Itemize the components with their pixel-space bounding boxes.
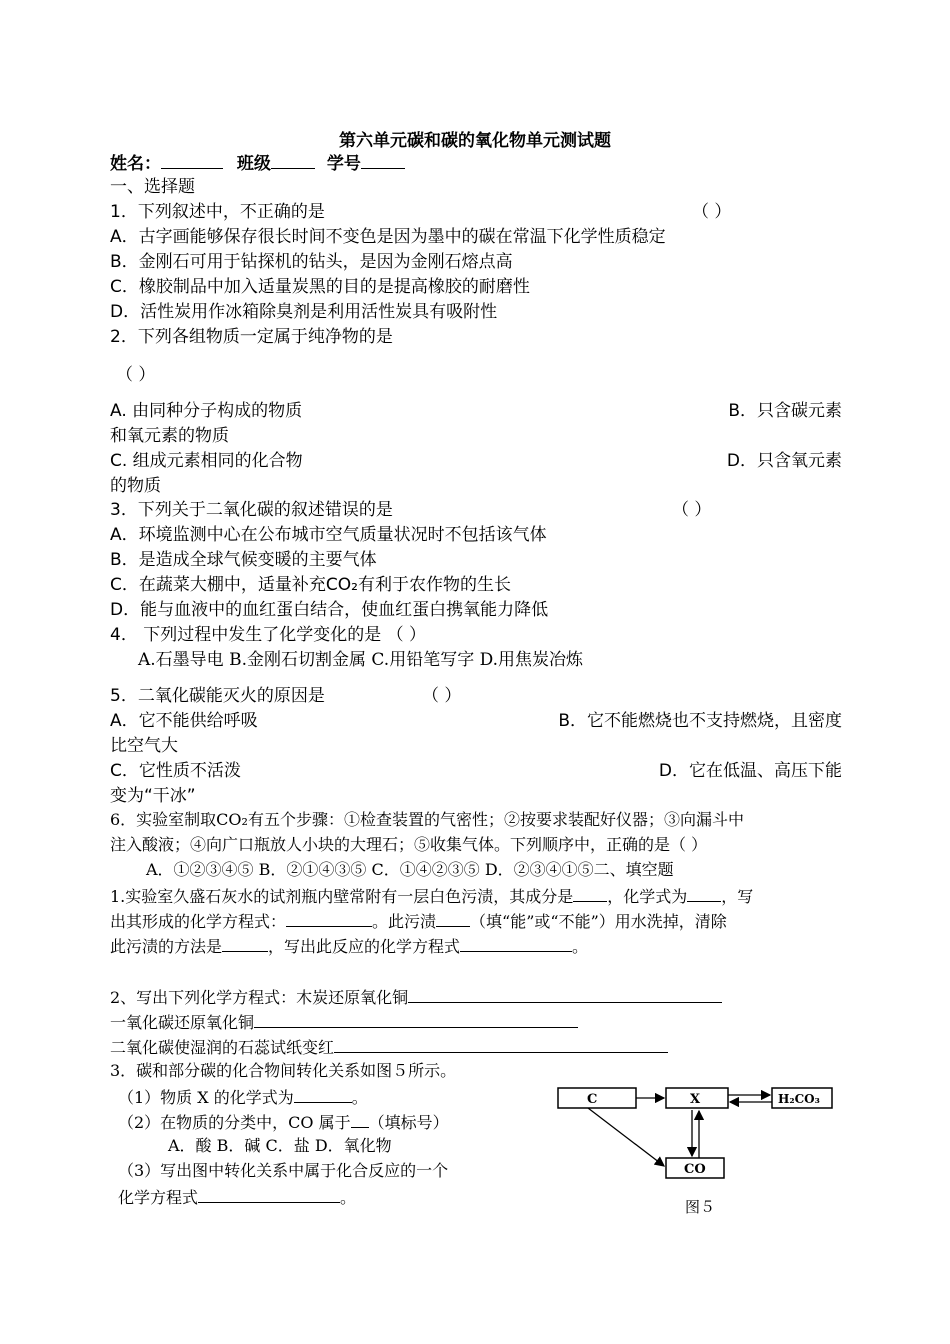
q1-option-b: B．金刚石可用于钻探机的钻头，是因为金刚石熔点高: [110, 252, 513, 272]
fill3-sub1: [118, 1084, 368, 1110]
q2-option-d: D．只含氧元素: [726, 451, 842, 471]
q5-option-a: A．它不能供给呼吸: [110, 711, 258, 731]
fill1-line2: [110, 908, 727, 934]
fill1-text-g: 此污渍的方法是: [110, 937, 223, 956]
fill2-blank-c[interactable]: [334, 1034, 668, 1053]
fill3-stem: 3．碳和部分碳的化合物间转化关系如图５所示。: [110, 1061, 457, 1080]
fill1-text-f: （填“能”或“不能”）用水洗掉，清除: [470, 912, 727, 931]
q5-option-d: D．它在低温、高压下能: [658, 761, 842, 781]
fill3-sub1-end: 。: [351, 1088, 368, 1107]
fill3-blank-x[interactable]: [294, 1084, 352, 1103]
q3-option-c-text: C．在蔬菜大棚中，适量补充: [110, 575, 326, 595]
q6-options-text: A．①②③④⑤ B．②①④③⑤ C．①④②③⑤ D．②③④①⑤: [146, 860, 594, 879]
fill1-text-e: 。此污渍: [372, 912, 437, 931]
node-c: [558, 1088, 636, 1108]
fill1-text-c: ，写: [721, 887, 754, 906]
fill1-line3: [110, 933, 588, 959]
q3-option-a: A．环境监测中心在公布城市空气质量状况时不包括该气体: [110, 525, 547, 545]
fill3-sub2: [118, 1109, 449, 1135]
q1-option-a: A．古字画能够保存很长时间不变色是因为墨中的碳在常温下化学性质稳定: [110, 227, 666, 247]
number-label: 学号: [326, 154, 361, 174]
q2-option-c: C. 组成元素相同的化合物: [110, 451, 303, 471]
q4-stem: 4． 下列过程中发生了化学变化的是 （ ）: [110, 625, 427, 645]
section-choice-heading: 一、选择题: [110, 177, 195, 197]
q5-answer-paren[interactable]: （ ）: [422, 686, 462, 706]
q2-answer-paren[interactable]: （ ）: [116, 365, 156, 385]
q6-line1: 6．实验室制取CO₂有五个步骤：①检查装置的气密性；②按要求装配好仪器；③向漏斗中: [110, 810, 744, 829]
fill1-text-h: ，写出此反应的化学方程式: [268, 937, 461, 956]
fill1-line1: [110, 883, 753, 909]
q1-option-c: C．橡胶制品中加入适量炭黑的目的是提高橡胶的耐磨性: [110, 277, 530, 297]
q1-answer-paren[interactable]: （ ）: [692, 202, 732, 222]
name-label: 姓名：: [110, 154, 161, 174]
q3-option-d: D．能与血液中的血红蛋白结合，使血红蛋白携氧能力降低: [110, 600, 549, 620]
fill1-blank-formula[interactable]: [687, 883, 721, 902]
number-blank[interactable]: [361, 150, 405, 169]
arrow-c-to-co: [588, 1108, 664, 1166]
q2-option-b-cont: 和氧元素的物质: [110, 426, 229, 446]
diagram-caption: 图５: [685, 1198, 716, 1216]
q3-option-b: B．是造成全球气候变暖的主要气体: [110, 550, 377, 570]
fill3-sub2-text: （2）在物质的分类中，CO 属于: [118, 1113, 351, 1132]
fill3-sub3-cont: [118, 1184, 356, 1210]
node-co: [666, 1158, 724, 1178]
node-co-label: CO: [684, 1162, 706, 1177]
section-fill-heading: 二、填空题: [593, 860, 674, 879]
fill2-text-b: 一氧化碳还原氧化铜: [110, 1013, 255, 1032]
q5-option-b: B．它不能燃烧也不支持燃烧，且密度: [558, 711, 842, 731]
fill1-text-i: 。: [572, 937, 589, 956]
fill3-sub2-options: A．酸 B．碱 C．盐 D．氧化物: [168, 1136, 392, 1155]
page-title: 第六单元碳和碳的氧化物单元测试题: [339, 131, 611, 151]
fill3-sub3: （3）写出图中转化关系中属于化合反应的一个: [118, 1161, 449, 1180]
fill2-line1: [110, 984, 722, 1010]
fill3-sub1-text: （1）物质 X 的化学式为: [118, 1088, 294, 1107]
fill1-blank-can[interactable]: [436, 908, 470, 927]
q3-stem: 3．下列关于二氧化碳的叙述错误的是: [110, 500, 393, 520]
q2-option-a: A. 由同种分子构成的物质: [110, 401, 303, 421]
node-x-label: X: [690, 1092, 701, 1107]
fill2-line2: [110, 1009, 578, 1035]
fill3-sub2-end: （填标号）: [368, 1113, 449, 1132]
fill2-text-c: 二氧化碳使湿润的石蕊试纸变红: [110, 1038, 335, 1057]
q2-stem: 2．下列各组物质一定属于纯净物的是: [110, 327, 393, 347]
fill2-blank-a[interactable]: [408, 984, 722, 1003]
q5-option-d-cont: 变为“干冰”: [110, 786, 196, 806]
fill1-blank-component[interactable]: [573, 883, 607, 902]
fill1-text-a: 1.实验室久盛石灰水的试剂瓶内壁常附有一层白色污渍，其成分是: [110, 887, 574, 906]
q2-option-d-cont: 的物质: [110, 476, 161, 496]
q6-line2: 注入酸液；④向广口瓶放人小块的大理石；⑤收集气体。下列顺序中，正确的是（ ）: [110, 835, 708, 854]
fill2-text-a: 2、写出下列化学方程式：木炭还原氧化铜: [110, 988, 409, 1007]
q2-option-b: B．只含碳元素: [728, 401, 842, 421]
node-x: [666, 1088, 728, 1108]
q5-option-c: C．它性质不活泼: [110, 761, 241, 781]
q3-answer-paren[interactable]: （ ）: [672, 500, 712, 520]
q5-stem: 5．二氧化碳能灭火的原因是: [110, 686, 325, 706]
q3-option-c: [110, 573, 511, 597]
fill3-sub3-end: 。: [340, 1188, 357, 1207]
student-info-line: [110, 150, 405, 176]
q1-stem: 1．下列叙述中，不正确的是: [110, 202, 325, 222]
node-c-label: C: [587, 1092, 598, 1107]
fill1-text-d: 出其形成的化学方程式：: [110, 912, 287, 931]
q6-options: [146, 858, 674, 882]
class-blank[interactable]: [271, 150, 315, 169]
fill2-blank-b[interactable]: [254, 1009, 578, 1028]
class-label: 班级: [236, 154, 271, 174]
fill1-blank-equation[interactable]: [286, 908, 372, 927]
fill3-blank-equation[interactable]: [198, 1184, 340, 1203]
fill1-text-b: ，化学式为: [607, 887, 688, 906]
fill2-line3: [110, 1034, 668, 1060]
fill3-blank-class[interactable]: [351, 1109, 369, 1128]
q1-option-d: D．活性炭用作冰箱除臭剂是利用活性炭具有吸附性: [110, 302, 498, 322]
q4-options: A.石墨导电 B.金刚石切割金属 C.用铅笔写字 D.用焦炭冶炼: [138, 650, 584, 670]
node-h2co3: [772, 1088, 832, 1108]
fill1-blank-method[interactable]: [222, 933, 268, 952]
q3-option-c-formula: CO₂: [325, 575, 358, 595]
name-blank[interactable]: [161, 150, 223, 169]
q5-option-b-cont: 比空气大: [110, 736, 178, 756]
node-h2co3-label: H₂CO₃: [778, 1092, 820, 1106]
fill1-blank-reaction[interactable]: [460, 933, 572, 952]
q3-option-c-text-end: 有利于农作物的生长: [357, 575, 511, 595]
fill3-sub3-text: 化学方程式: [118, 1188, 199, 1207]
